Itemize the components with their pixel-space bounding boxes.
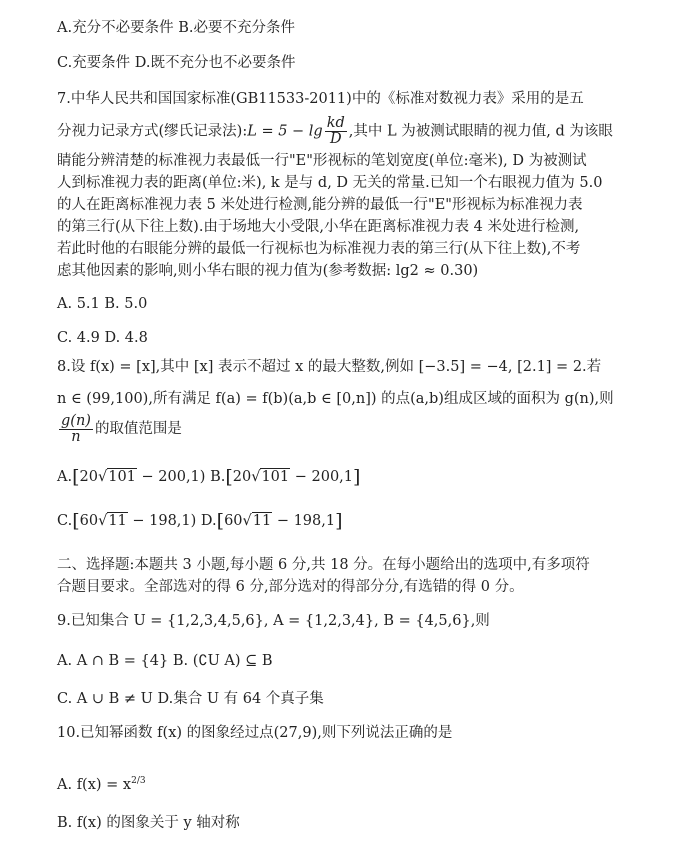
q8-option-c-sqrt: √11 <box>98 513 127 529</box>
q8-option-b-label: B. <box>210 469 226 485</box>
q8-option-b-coef: 20 <box>232 469 252 485</box>
q10-option-a-formula: A. f(x) = x <box>57 776 132 793</box>
q10-stem: 10.已知幂函数 f(x) 的图象经过点(27,9),则下列说法正确的是 <box>57 725 453 741</box>
q7-formula: L = 5 − lg <box>247 123 323 140</box>
q10-option-a-exponent: 2/3 <box>131 776 146 786</box>
q10-option-b: B. f(x) 的图象关于 y 轴对称 <box>57 815 240 831</box>
q7-stem-line-4: 人到标准视力表的距离(单位:米), k 是与 d, D 无关的常量.已知一个右眼视力值为 5.0 <box>57 175 603 191</box>
q8-option-d-sqrt: √11 <box>242 513 272 529</box>
q7-fraction-denominator: D <box>329 131 342 147</box>
q8-option-d-radicand: 11 <box>252 513 272 529</box>
q7-stem-line-5: 的人在距离标准视力表 5 米处进行检测,能分辨的最低一行"E"形视标为标准视力表 <box>57 197 583 213</box>
q9-options-ab: A. A ∩ B = {4} B. (∁U A) ⊆ B <box>57 653 273 669</box>
q9-options-cd: C. A ∪ B ≠ U D.集合 U 有 64 个真子集 <box>57 691 324 707</box>
section2-instructions-line-1: 二、选择题:本题共 3 小题,每小题 6 分,共 18 分。在每小题给出的选项中,有多项符 <box>57 557 590 573</box>
q7-stem-line-8: 虑其他因素的影响,则小华右眼的视力值为(参考数据: lg2 ≈ 0.30) <box>57 263 479 279</box>
q7-fraction <box>325 116 347 147</box>
q6-options-cd: C.充要条件 D.既不充分也不必要条件 <box>57 55 296 71</box>
q8-option-b: B.[20√101 − 200,1] <box>210 466 361 488</box>
q8-options-cd <box>57 510 343 532</box>
q6-options-ab: A.充分不必要条件 B.必要不充分条件 <box>57 20 295 36</box>
q8-stem-line-3-post: 的取值范围是 <box>94 421 182 437</box>
q8-stem-line-1: 8.设 f(x) = [x],其中 [x] 表示不超过 x 的最大整数,例如 [−3.5] = −4, [2.1] = 2.若 <box>57 359 602 375</box>
q8-option-a-label: A. <box>57 469 73 485</box>
q8-options-ab <box>57 466 360 488</box>
q7-stem-line-7: 若此时他的右眼能分辨的最低一行视标也为标准视力表的第三行(从下往上数),不考 <box>57 241 581 257</box>
q8-option-d-label: D. <box>200 513 217 529</box>
q7-stem-line-2-post: ,其中 L 为被测试眼睛的视力值, d 为该眼 <box>348 123 613 140</box>
q8-option-a-sqrt: √101 <box>97 469 136 485</box>
section2-instructions-line-2: 合题目要求。全部选对的得 6 分,部分选对的得部分分,有选错的得 0 分。 <box>57 579 524 595</box>
q8-fraction-denominator: n <box>71 428 81 445</box>
q7-stem-line-6: 的第三行(从下往上数).由于场地大小受限,小华在距离标准视力表 4 米处进行检测, <box>57 219 580 235</box>
q7-stem-line-1: 7.中华人民共和国国家标准(GB11533-2011)中的《标准对数视力表》采用的是五 <box>57 91 584 107</box>
q8-option-a-coef: 20 <box>79 469 98 485</box>
q9-stem: 9.已知集合 U = {1,2,3,4,5,6}, A = {1,2,3,4}, B = {4,5,6},则 <box>57 613 490 629</box>
q8-stem-line-3 <box>57 412 182 446</box>
q7-stem-line-2 <box>57 116 613 147</box>
q7-fraction-numerator: kd <box>326 115 345 131</box>
q8-fraction <box>59 414 93 445</box>
q8-option-a: A.[20√101 − 200,1) <box>57 466 206 488</box>
q8-stem-line-2: n ∈ (99,100),所有满足 f(a) = f(b)(a,b ∈ [0,n]) 的点(a,b)组成区域的面积为 g(n),则 <box>57 391 614 407</box>
q8-fraction-numerator: g(n) <box>61 412 91 429</box>
q8-option-c: C.[60√11 − 198,1) <box>57 510 197 532</box>
q8-option-b-rest: − 200,1 <box>290 469 354 485</box>
q8-option-b-radicand: 101 <box>261 469 290 485</box>
q7-options-ab: A. 5.1 B. 5.0 <box>57 296 148 312</box>
q8-option-d-rest: − 198,1 <box>272 513 336 529</box>
q8-option-c-radicand: 11 <box>108 513 127 529</box>
q7-options-cd: C. 4.9 D. 4.8 <box>57 330 148 346</box>
q8-option-c-coef: 60 <box>79 513 99 529</box>
q8-option-c-label: C. <box>57 513 73 529</box>
q8-option-a-radicand: 101 <box>108 469 136 485</box>
q8-option-d: D.[60√11 − 198,1] <box>200 510 343 532</box>
q8-option-a-rest: − 200,1) <box>136 469 206 485</box>
q7-stem-line-3: 睛能分辨清楚的标准视力表最低一行"E"形视标的笔划宽度(单位:毫米), D 为被测试 <box>57 153 587 169</box>
q8-option-d-coef: 60 <box>224 513 243 529</box>
q10-option-a <box>57 770 146 796</box>
q7-stem-line-2-pre: 分视力记录方式(缪氏记录法): <box>57 123 248 140</box>
q8-option-c-rest: − 198,1) <box>127 513 197 529</box>
q8-option-b-sqrt: √101 <box>251 469 290 485</box>
